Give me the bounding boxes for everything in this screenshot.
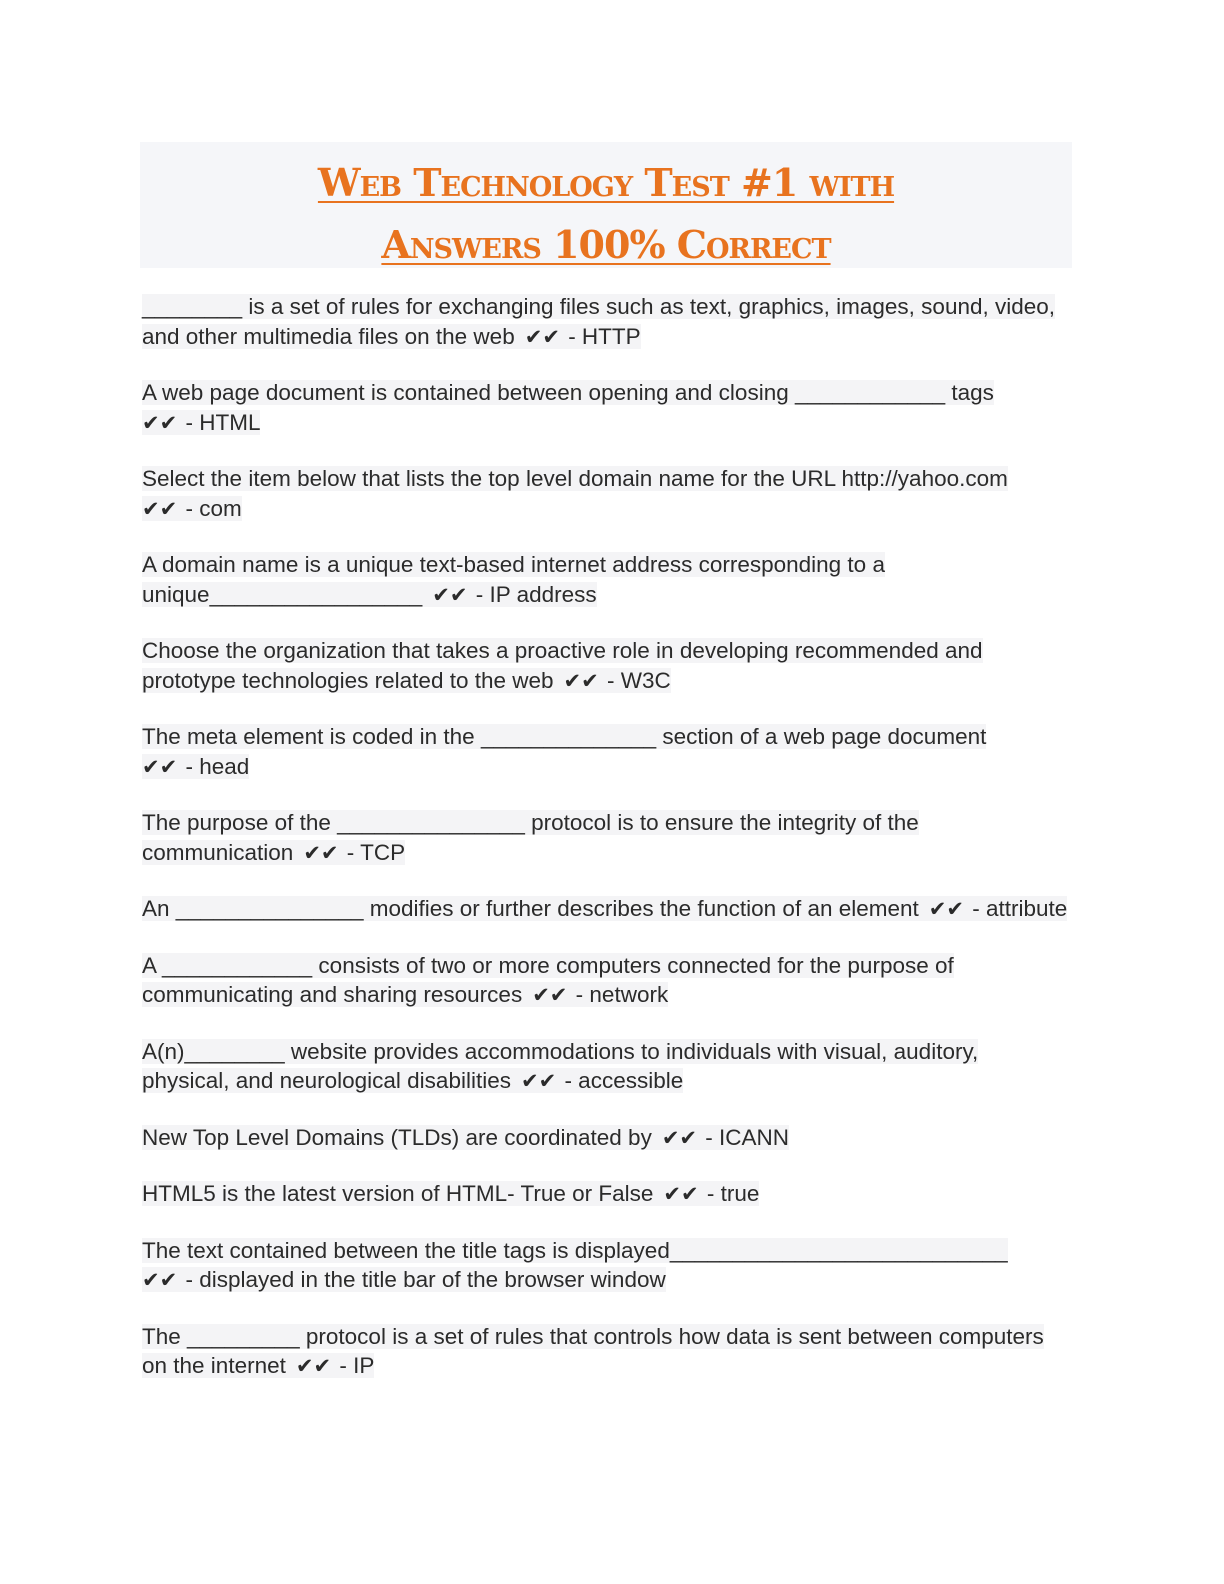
answer-text: - TCP (346, 839, 406, 865)
answer-text: - displayed in the title bar of the browser window (185, 1267, 666, 1292)
double-check-icon: ✔✔ (661, 1125, 698, 1150)
qa-item (142, 1037, 1072, 1097)
qa-item (142, 636, 1072, 696)
answer-text: - head (185, 753, 250, 779)
question-text: A web page document is contained between opening and closing ____________ tags (142, 380, 994, 405)
qa-item (142, 894, 1072, 925)
double-check-icon: ✔✔ (142, 410, 178, 435)
question-text: The purpose of the _______________ protocol is to ensure the integrity of the communication (142, 810, 919, 865)
question-text: Choose the organization that takes a proactive role in developing recommended and prototype technologies related to the web (142, 638, 983, 693)
question-text: An _______________ modifies or further describes the function of an element (142, 896, 919, 921)
qa-item (142, 378, 1072, 438)
title-line-2: Answers 100% Correct (381, 222, 831, 267)
double-check-icon: ✔✔ (142, 496, 178, 521)
qa-item (142, 722, 1072, 782)
double-check-icon: ✔✔ (563, 668, 599, 693)
qa-item (142, 292, 1072, 352)
answer-text: - HTML (185, 409, 261, 435)
qa-item (142, 951, 1072, 1011)
question-text: A domain name is a unique text-based internet address corresponding to a unique_________________ (142, 552, 885, 607)
answer-text: - accessible (564, 1068, 684, 1093)
answer-text: - com (185, 495, 242, 521)
question-answer-list (140, 292, 1072, 1382)
double-check-icon: ✔✔ (524, 324, 560, 349)
question-text: The meta element is coded in the ______________ section of a web page document (142, 724, 987, 749)
qa-item (142, 464, 1072, 524)
question-text: A(n)________ website provides accommodations to individuals with visual, auditory, physical, and neurological disabilities (142, 1038, 979, 1093)
answer-text: - network (575, 982, 669, 1007)
answer-text: - attribute (972, 896, 1068, 921)
double-check-icon: ✔✔ (663, 1182, 699, 1206)
double-check-icon: ✔✔ (928, 897, 964, 921)
answer-text: - true (706, 1181, 760, 1206)
question-text: The text contained between the title tags is displayed___________________________ (142, 1237, 1008, 1263)
double-check-icon: ✔✔ (520, 1069, 557, 1093)
double-check-icon: ✔✔ (532, 983, 568, 1007)
qa-item (142, 1322, 1072, 1382)
answer-text: - IP (339, 1353, 375, 1378)
question-text: Select the item below that lists the top level domain name for the URL http://yahoo.com (142, 466, 1008, 491)
title-banner (140, 142, 1072, 268)
qa-item (142, 1123, 1072, 1154)
answer-text: - ICANN (705, 1124, 790, 1150)
double-check-icon: ✔✔ (303, 840, 339, 865)
document-page (140, 142, 1072, 1408)
question-text: ________ is a set of rules for exchanging files such as text, graphics, images, sound, video, and other multimedia files on the web (142, 294, 1056, 349)
qa-item (142, 1179, 1072, 1210)
answer-text: - W3C (607, 667, 671, 693)
answer-text: - HTTP (568, 323, 641, 349)
double-check-icon: ✔✔ (432, 582, 468, 607)
answer-text: - IP address (475, 581, 597, 607)
qa-item (142, 808, 1072, 868)
qa-item (142, 1236, 1072, 1296)
question-text: New Top Level Domains (TLDs) are coordinated by (142, 1124, 652, 1150)
double-check-icon: ✔✔ (142, 754, 178, 779)
question-text: A ____________ consists of two or more computers connected for the purpose of communicating and sharing resources (142, 952, 954, 1007)
qa-item (142, 550, 1072, 610)
double-check-icon: ✔✔ (142, 1268, 178, 1292)
title-line-1: Web Technology Test #1 with (317, 160, 895, 205)
question-text: The _________ protocol is a set of rules that controls how data is sent between computers on the internet (142, 1323, 1044, 1378)
double-check-icon: ✔✔ (295, 1354, 332, 1378)
question-text: HTML5 is the latest version of HTML- True or False (142, 1181, 654, 1206)
